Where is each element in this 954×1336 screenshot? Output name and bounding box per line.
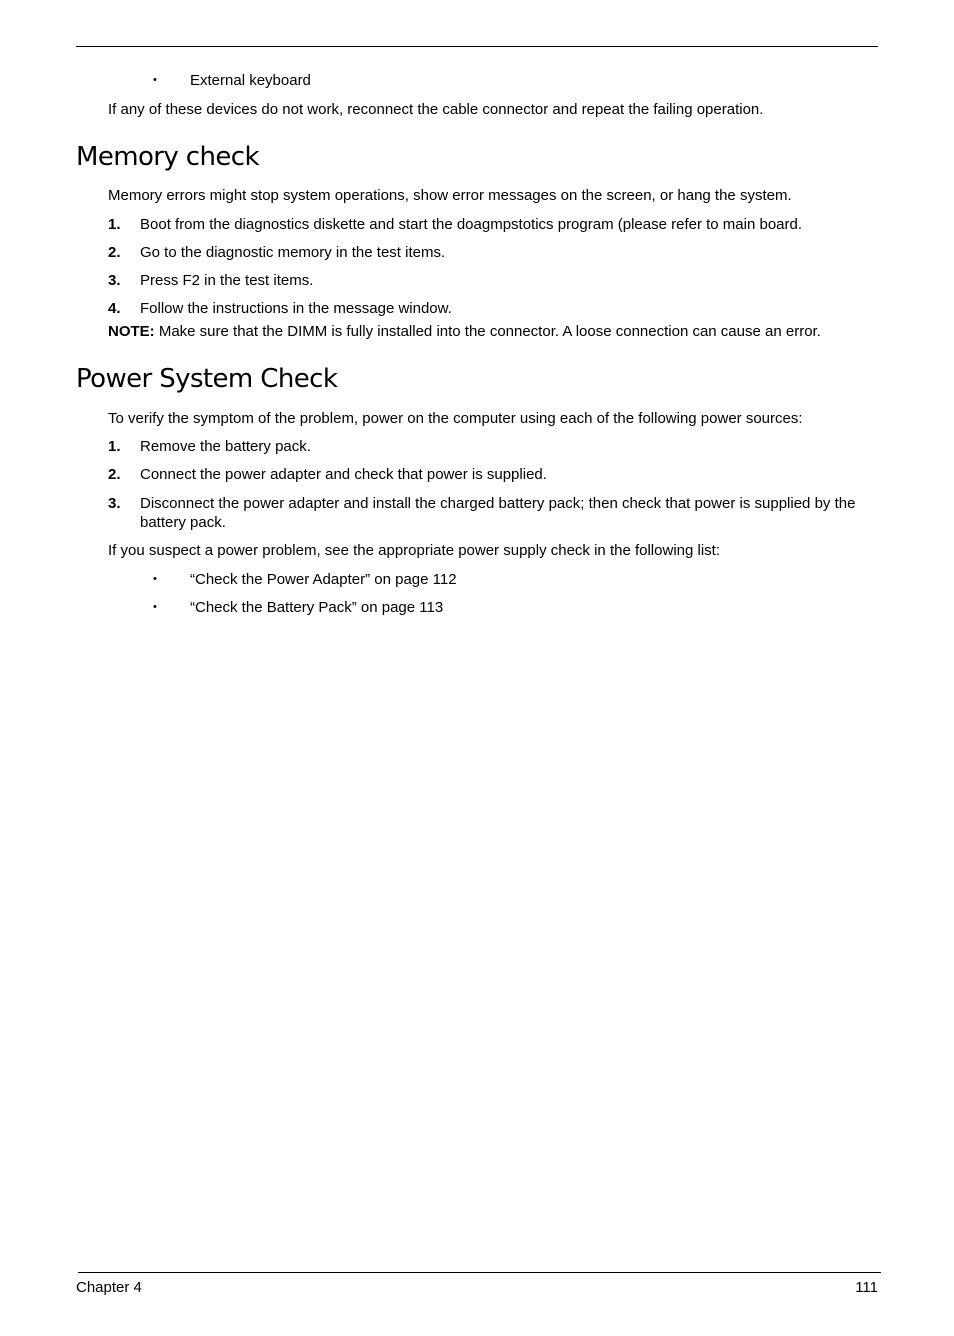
step-number: 1. xyxy=(108,438,121,455)
step-number: 3. xyxy=(108,272,121,289)
step-number: 2. xyxy=(108,244,121,261)
step-text: Follow the instructions in the message window. xyxy=(140,300,452,317)
step-number: 2. xyxy=(108,466,121,483)
power-paragraph-2: If you suspect a power problem, see the appropriate power supply check in the following list: xyxy=(108,542,720,559)
bullet-icon: • xyxy=(153,601,157,613)
section-heading-memory: Memory check xyxy=(76,142,259,172)
step-text: Press F2 in the test items. xyxy=(140,272,314,289)
memory-paragraph: Memory errors might stop system operations, show error messages on the screen, or hang the system. xyxy=(108,187,792,204)
power-paragraph: To verify the symptom of the problem, power on the computer using each of the following power sources: xyxy=(108,410,803,427)
note-label: NOTE: xyxy=(108,323,155,340)
intro-paragraph: If any of these devices do not work, reconnect the cable connector and repeat the failing operation. xyxy=(108,101,764,118)
step-text: Boot from the diagnostics diskette and start the doagmpstotics program (please refer to main board. xyxy=(140,216,803,233)
note-text: Make sure that the DIMM is fully installed into the connector. A loose connection can cause an error. xyxy=(154,323,821,340)
bullet-text: “Check the Battery Pack” on page 113 xyxy=(190,599,444,616)
step-number: 1. xyxy=(108,216,121,233)
memory-note xyxy=(108,323,821,340)
step-number: 3. xyxy=(108,495,121,512)
footer-rule xyxy=(78,1272,881,1273)
bullet-icon: • xyxy=(153,74,157,86)
footer-chapter: Chapter 4 xyxy=(76,1279,142,1296)
step-text: Go to the diagnostic memory in the test items. xyxy=(140,244,446,261)
step-number: 4. xyxy=(108,300,121,317)
step-text: Disconnect the power adapter and install the charged battery pack; then check that power is supplied by the battery pack. xyxy=(140,495,856,531)
bullet-text: “Check the Power Adapter” on page 112 xyxy=(190,571,457,588)
bullet-icon: • xyxy=(153,573,157,585)
bullet-text: External keyboard xyxy=(190,72,311,89)
step-text: Remove the battery pack. xyxy=(140,438,311,455)
footer-page-number: 111 xyxy=(855,1279,878,1296)
step-text: Connect the power adapter and check that power is supplied. xyxy=(140,466,547,483)
section-heading-power: Power System Check xyxy=(76,364,338,394)
header-rule xyxy=(76,46,878,47)
